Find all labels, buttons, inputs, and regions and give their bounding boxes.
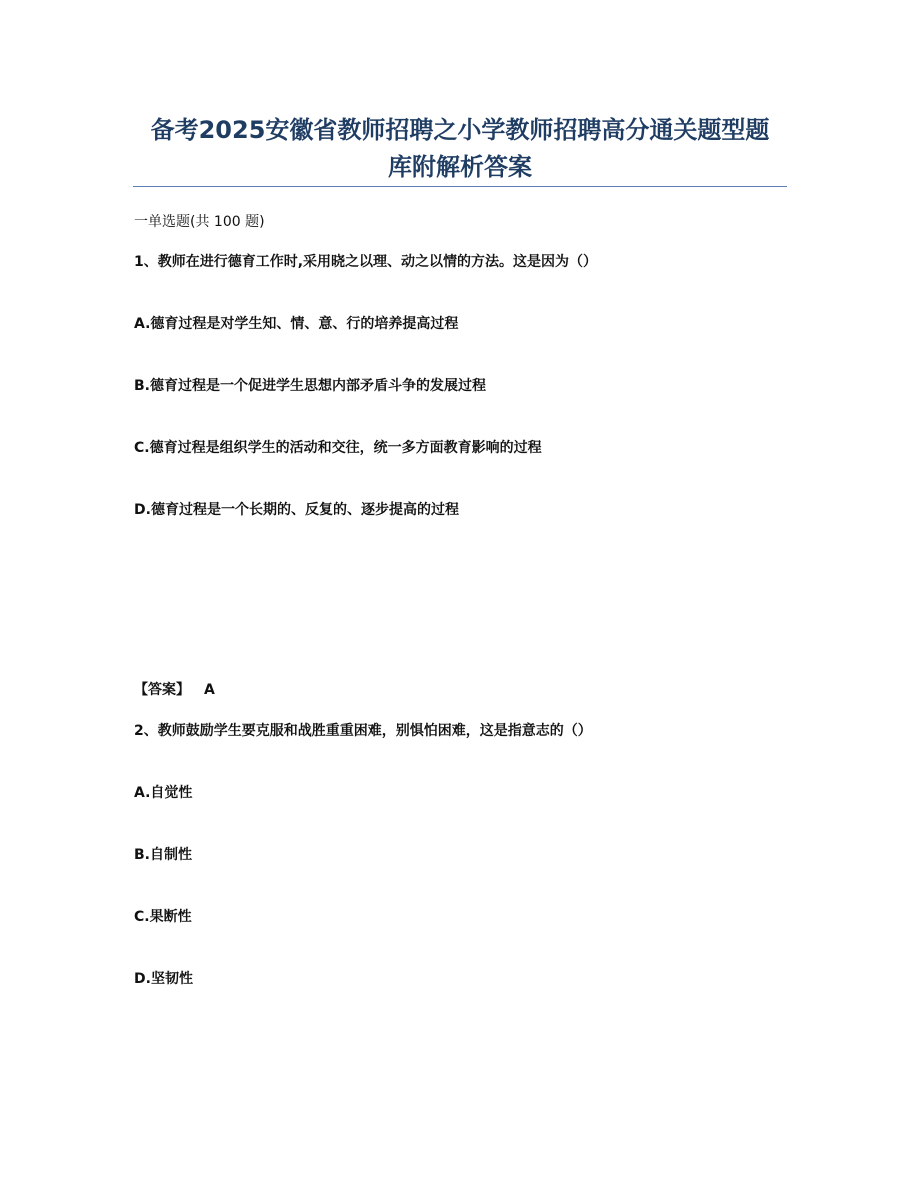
question-2-option-b: B.自制性 xyxy=(134,847,192,863)
title-divider xyxy=(133,186,787,187)
question-1-stem: 1、教师在进行德育工作时,采用晓之以理、动之以情的方法。这是因为（） xyxy=(134,254,598,270)
question-2-option-d: D.坚韧性 xyxy=(134,971,193,987)
answer-value: A xyxy=(204,682,215,698)
question-2-option-a: A.自觉性 xyxy=(134,785,193,801)
document-title xyxy=(110,112,810,186)
section-heading: 一单选题(共 100 题) xyxy=(134,214,265,230)
question-1-option-d: D.德育过程是一个长期的、反复的、逐步提高的过程 xyxy=(134,502,459,518)
question-1-option-a: A.德育过程是对学生知、情、意、行的培养提高过程 xyxy=(134,316,459,332)
question-1-option-b: B.德育过程是一个促进学生思想内部矛盾斗争的发展过程 xyxy=(134,378,486,394)
title-line-2: 库附解析答案 xyxy=(388,153,532,181)
question-2-stem: 2、教师鼓励学生要克服和战胜重重困难，别惧怕困难，这是指意志的（） xyxy=(134,723,592,739)
question-1-option-c: C.德育过程是组织学生的活动和交往，统一多方面教育影响的过程 xyxy=(134,440,542,456)
question-2-option-c: C.果断性 xyxy=(134,909,192,925)
title-line-1: 备考2025安徽省教师招聘之小学教师招聘高分通关题型题 xyxy=(150,116,770,144)
answer-label: 【答案】 xyxy=(134,682,190,698)
question-1-answer xyxy=(134,681,215,699)
